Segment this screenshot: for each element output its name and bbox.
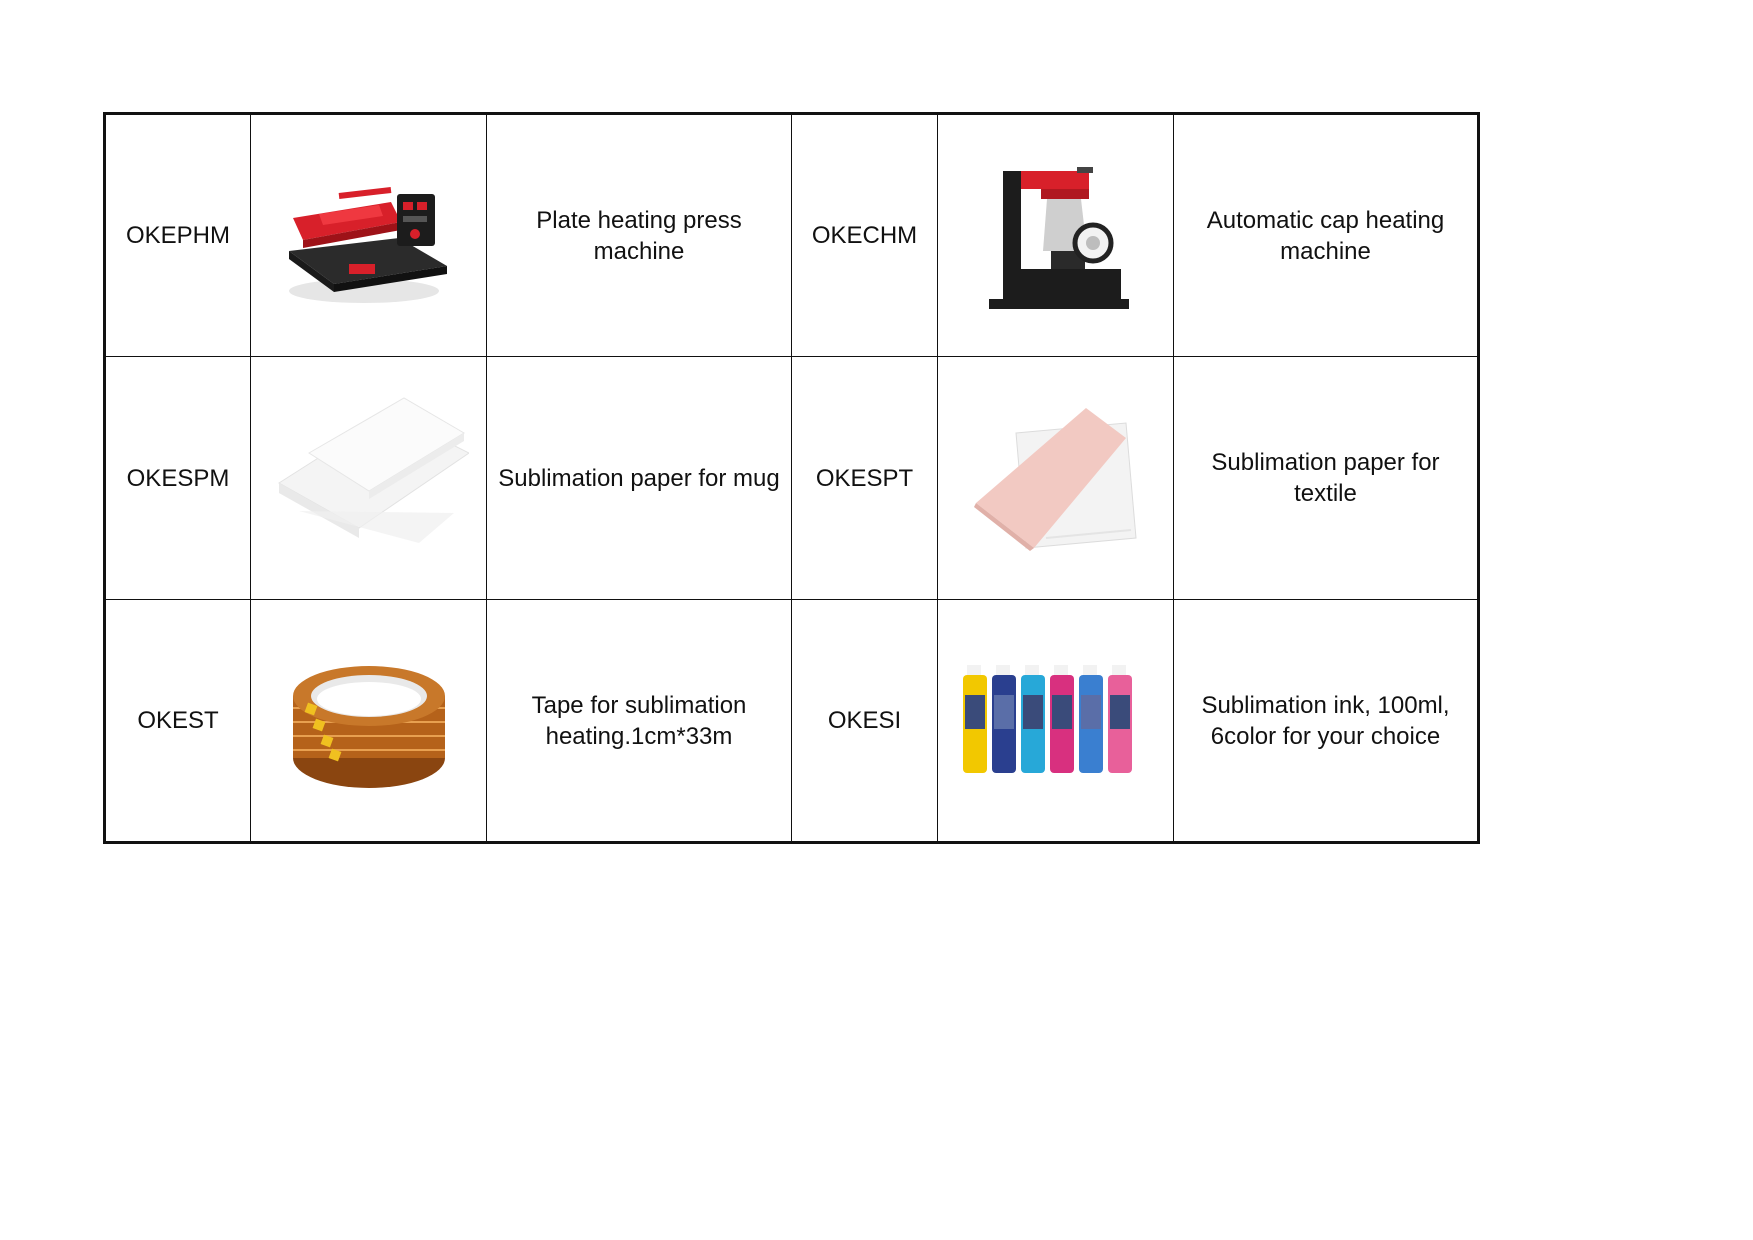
product-code: OKECHM	[792, 114, 938, 357]
product-code: OKESI	[792, 600, 938, 843]
ink-bottle	[1079, 665, 1103, 773]
sublimation-paper-icon	[269, 393, 469, 563]
product-code: OKESPT	[792, 357, 938, 600]
ink-bottles-icon	[961, 661, 1151, 781]
product-image-cell	[251, 600, 487, 843]
product-code: OKEST	[105, 600, 251, 843]
product-table	[103, 112, 1480, 844]
ink-bottle	[963, 665, 987, 773]
cap-heating-machine-icon	[981, 151, 1131, 321]
ink-bottle	[1050, 665, 1074, 773]
product-image-cell	[938, 357, 1174, 600]
product-description: Sublimation paper for textile	[1174, 357, 1479, 600]
heat-press-machine-icon	[279, 156, 459, 316]
product-description: Automatic cap heating machine	[1174, 114, 1479, 357]
textile-paper-icon	[966, 398, 1146, 558]
table-row	[105, 600, 1479, 843]
product-description: Sublimation ink, 100ml, 6color for your choice	[1174, 600, 1479, 843]
table-row	[105, 357, 1479, 600]
product-image-cell	[938, 114, 1174, 357]
product-description: Sublimation paper for mug	[487, 357, 792, 600]
ink-bottle	[1108, 665, 1132, 773]
product-image-cell	[251, 114, 487, 357]
product-image-cell	[251, 357, 487, 600]
product-description: Tape for sublimation heating.1cm*33m	[487, 600, 792, 843]
product-code: OKEPHM	[105, 114, 251, 357]
product-image-cell	[938, 600, 1174, 843]
ink-bottle	[992, 665, 1016, 773]
product-description: Plate heating press machine	[487, 114, 792, 357]
ink-bottle	[1021, 665, 1045, 773]
tape-roll-icon	[284, 646, 454, 796]
table-row	[105, 114, 1479, 357]
product-code: OKESPM	[105, 357, 251, 600]
